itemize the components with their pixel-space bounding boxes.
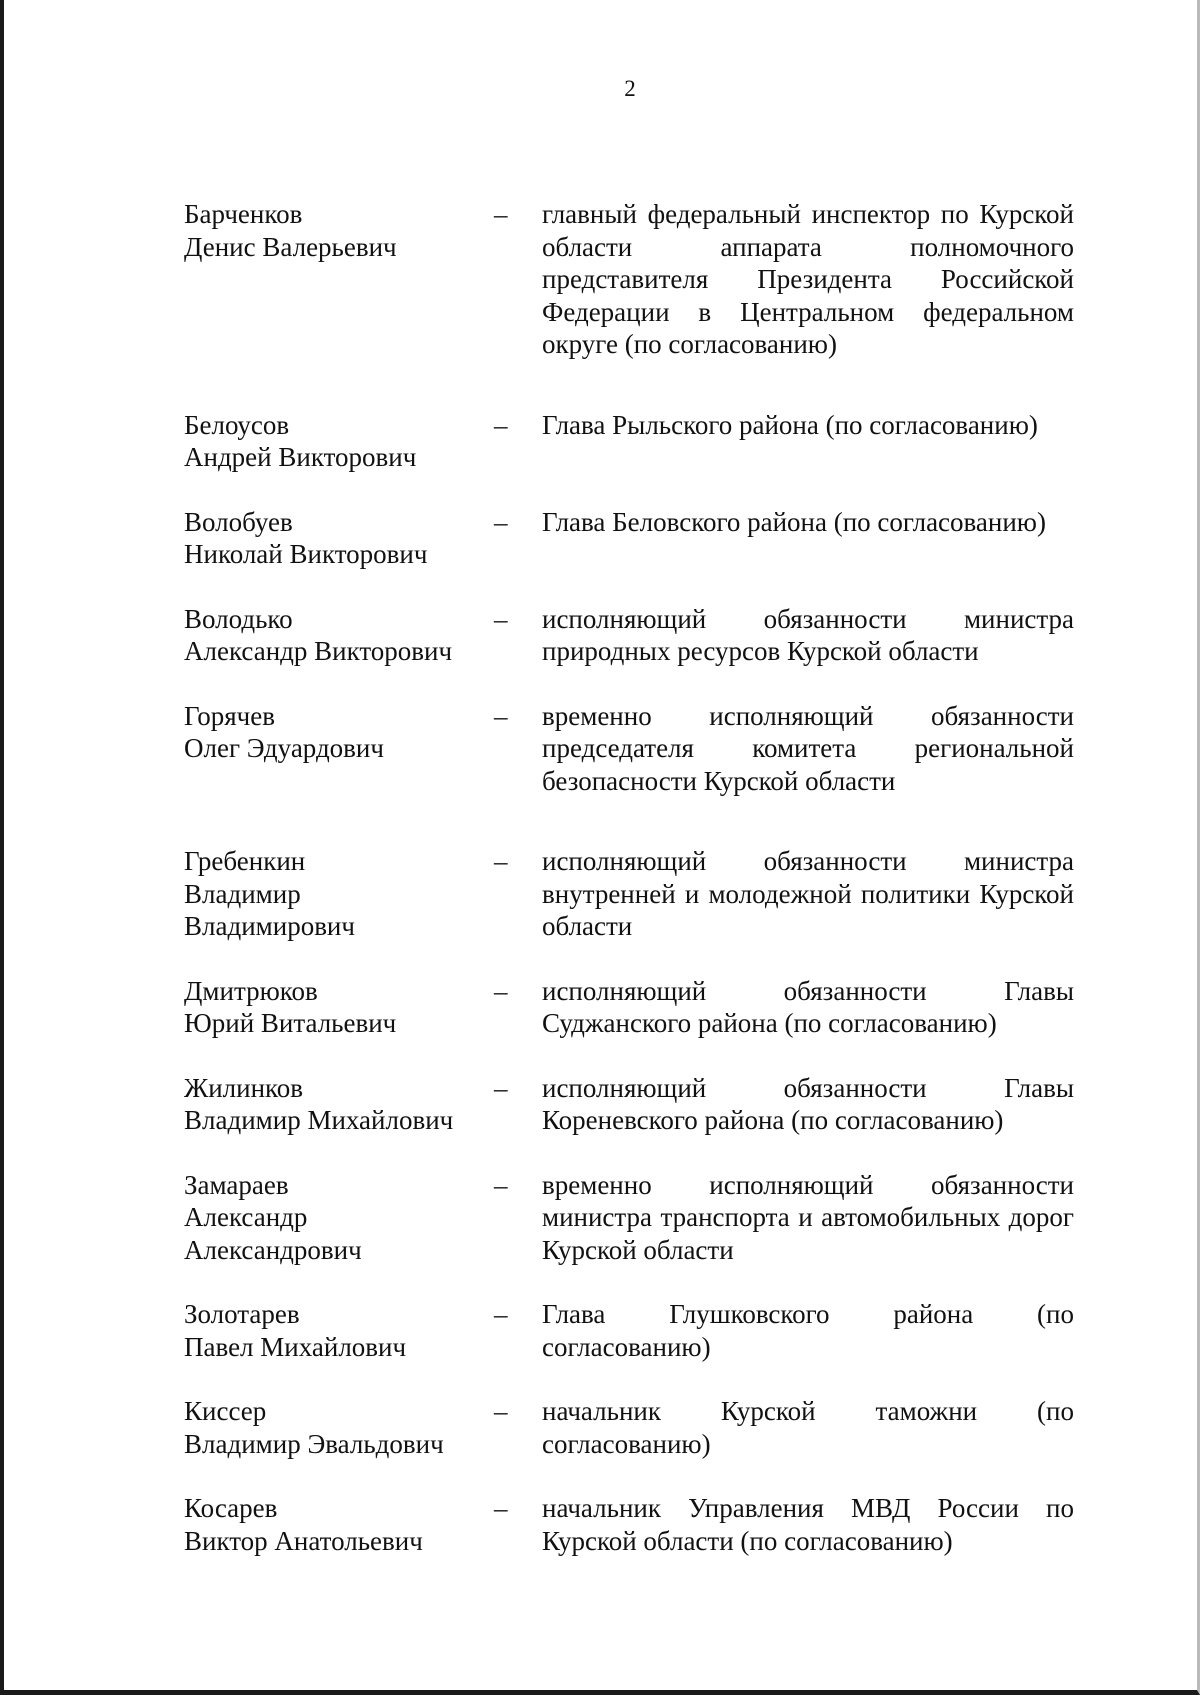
- member-surname: Барченков: [184, 199, 303, 229]
- member-surname: Замараев: [184, 1169, 289, 1200]
- member-dash: –: [494, 199, 508, 229]
- member-dash: –: [494, 1299, 508, 1329]
- member-entry: [184, 845, 1074, 943]
- member-position: Глава Глушковского района (по согласованию): [542, 1299, 1074, 1362]
- member-position: начальник Курской таможни (по согласованию): [542, 1396, 1074, 1459]
- member-dash: –: [494, 1169, 508, 1200]
- member-surname: Дмитрюков: [184, 975, 318, 1006]
- member-entry: [184, 506, 1074, 571]
- member-surname: Гребенкин: [184, 846, 306, 876]
- member-dash: –: [494, 700, 508, 731]
- member-given-names: Юрий Витальевич: [184, 1008, 397, 1038]
- member-given-names: Александр: [184, 1202, 308, 1232]
- member-dash: –: [494, 846, 508, 876]
- member-entry: [184, 1492, 1074, 1557]
- member-name: [184, 603, 494, 668]
- member-dash: –: [494, 1396, 508, 1426]
- member-dash: –: [494, 603, 508, 634]
- member-entry: [184, 603, 1074, 668]
- member-position: исполняющий обязанности Главы Суджанского района (по согласованию): [542, 975, 1074, 1038]
- member-name: [184, 1169, 494, 1267]
- member-surname: Володько: [184, 603, 293, 634]
- member-entry: [184, 1298, 1074, 1363]
- member-surname: Косарев: [184, 1493, 278, 1523]
- member-position: временно исполняющий обязанности министра транспорта и автомобильных дорог Курской области: [542, 1169, 1074, 1265]
- member-name: [184, 1072, 494, 1137]
- member-dash: –: [494, 1493, 508, 1523]
- member-name: [184, 506, 494, 571]
- member-given-names: Владимир: [184, 878, 301, 909]
- member-position: исполняющий обязанности Главы Кореневского района (по согласованию): [542, 1072, 1074, 1135]
- member-patronymic: Александрович: [184, 1234, 362, 1265]
- member-entry: [184, 1395, 1074, 1460]
- member-surname: Горячев: [184, 700, 275, 731]
- member-given-names: Владимир Эвальдович: [184, 1428, 444, 1459]
- member-entry: [184, 1169, 1074, 1267]
- member-name: [184, 975, 494, 1040]
- member-patronymic: Владимирович: [184, 911, 355, 941]
- member-dash: –: [494, 409, 508, 440]
- member-name: [184, 409, 494, 474]
- member-entry: [184, 198, 1074, 361]
- member-surname: Киссер: [184, 1396, 267, 1426]
- member-surname: Жилинков: [184, 1072, 304, 1103]
- member-position: начальник Управления МВД России по Курской области (по согласованию): [542, 1493, 1074, 1556]
- member-dash: –: [494, 506, 508, 537]
- member-position: Глава Рыльского района (по согласованию): [542, 409, 1038, 440]
- member-surname: Волобуев: [184, 506, 293, 537]
- member-dash: –: [494, 975, 508, 1006]
- member-position: главный федеральный инспектор по Курской области аппарата полномочного представителя Президента Российской Федерации в Центральном федеральном округе (по согласованию): [542, 199, 1074, 359]
- member-name: [184, 198, 494, 263]
- member-position: исполняющий обязанности министра внутренней и молодежной политики Курской области: [542, 846, 1074, 941]
- member-given-names: Павел Михайлович: [184, 1331, 407, 1362]
- member-surname: Золотарев: [184, 1299, 300, 1329]
- member-given-names: Виктор Анатольевич: [184, 1525, 423, 1556]
- member-position: временно исполняющий обязанности председателя комитета региональной безопасности Курской области: [542, 700, 1074, 796]
- member-position: Глава Беловского района (по согласованию): [542, 506, 1046, 537]
- member-entry: [184, 1072, 1074, 1137]
- member-position: исполняющий обязанности министра природных ресурсов Курской области: [542, 603, 1074, 666]
- member-given-names: Николай Викторович: [184, 539, 428, 569]
- members-list: [184, 198, 1074, 1557]
- member-dash: –: [494, 1072, 508, 1103]
- member-given-names: Андрей Викторович: [184, 442, 417, 472]
- member-name: [184, 845, 494, 943]
- member-name: [184, 700, 494, 765]
- member-name: [184, 1395, 494, 1460]
- member-name: [184, 1298, 494, 1363]
- member-name: [184, 1492, 494, 1557]
- member-given-names: Владимир Михайлович: [184, 1105, 454, 1135]
- member-given-names: Денис Валерьевич: [184, 231, 397, 262]
- page-number: 2: [624, 76, 636, 101]
- member-entry: [184, 975, 1074, 1040]
- member-given-names: Александр Викторович: [184, 636, 453, 666]
- member-given-names: Олег Эдуардович: [184, 733, 384, 763]
- member-surname: Белоусов: [184, 409, 290, 440]
- member-entry: [184, 409, 1074, 474]
- member-entry: [184, 700, 1074, 798]
